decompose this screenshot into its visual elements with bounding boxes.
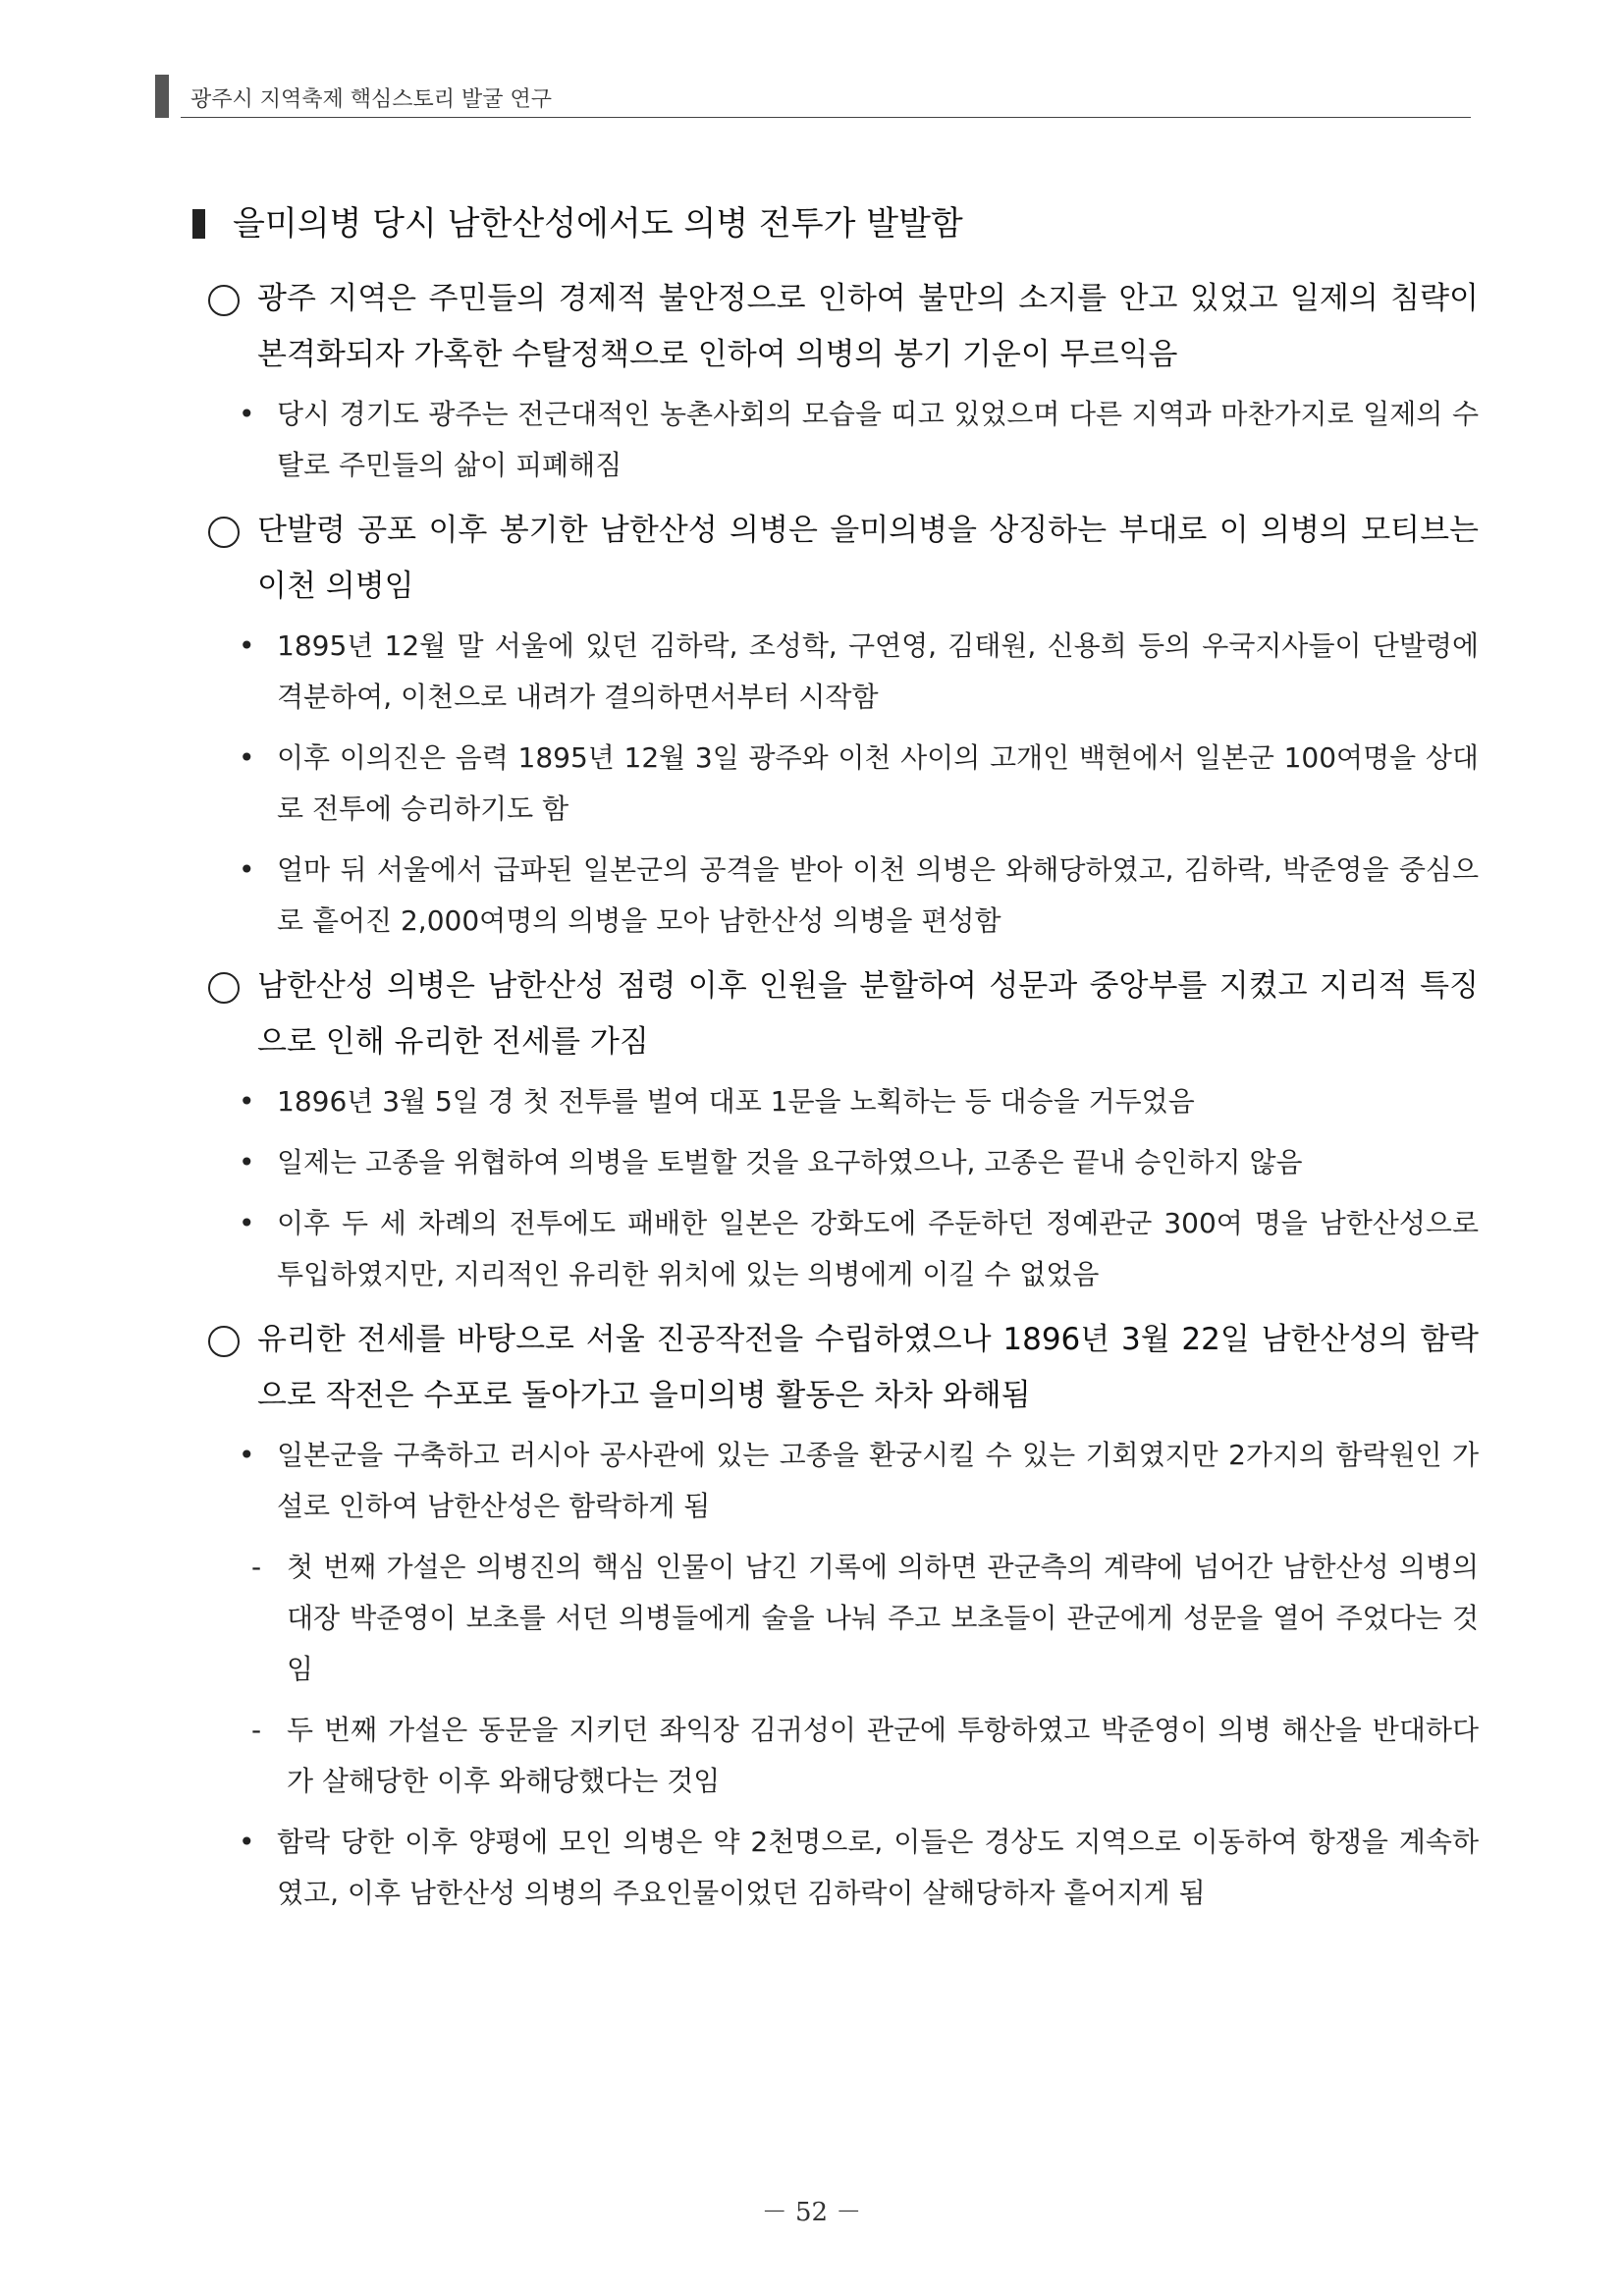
section-heading bbox=[192, 196, 1488, 247]
bullet-item bbox=[192, 733, 1479, 835]
dot-bullet-icon: • bbox=[239, 629, 255, 662]
body-content bbox=[192, 271, 1479, 1931]
circle-item-text: 광주 지역은 주민들의 경제적 불안정으로 인하여 불만의 소지를 안고 있었고 일제의 침략이 본격화되자 가혹한 수탈정책으로 인하여 의병의 봉기 기운이 무르익음 bbox=[257, 281, 1479, 372]
content-block bbox=[192, 503, 1479, 947]
dash-item-text: 첫 번째 가설은 의병진의 핵심 인물이 남긴 기록에 의하면 관군측의 계략에 넘어간 남한산성 의병의 대장 박준영이 보초를 서던 의병들에게 술을 나눠 주고 보초들이 관군에게 성문을 열어 주었다는 것임 bbox=[287, 1551, 1479, 1685]
bullet-item-text: 일제는 고종을 위협하여 의병을 토벌할 것을 요구하였으나, 고종은 끝내 승인하지 않음 bbox=[277, 1146, 1303, 1178]
dot-bullet-icon: • bbox=[239, 398, 255, 430]
section-title: 을미의병 당시 남한산성에서도 의병 전투가 발발함 bbox=[233, 204, 963, 244]
dash-bullet-icon: - bbox=[251, 1714, 262, 1746]
circle-bullet-icon bbox=[208, 972, 240, 1004]
bullet-item-text: 당시 경기도 광주는 전근대적인 농촌사회의 모습을 띠고 있었으며 다른 지역과 마찬가지로 일제의 수탈로 주민들의 삶이 피폐해짐 bbox=[277, 398, 1479, 481]
content-block bbox=[192, 271, 1479, 491]
circle-item bbox=[192, 1312, 1479, 1424]
dot-bullet-icon: • bbox=[239, 741, 255, 774]
circle-item bbox=[192, 271, 1479, 383]
circle-item-text: 유리한 전세를 바탕으로 서울 진공작전을 수립하였으나 1896년 3월 22일 남한산성의 함락으로 작전은 수포로 돌아가고 을미의병 활동은 차차 와해됨 bbox=[257, 1322, 1479, 1413]
bullet-item bbox=[192, 1076, 1479, 1127]
bullet-item bbox=[192, 1198, 1479, 1300]
circle-bullet-icon bbox=[208, 1326, 240, 1357]
dash-item-text: 두 번째 가설은 동문을 지키던 좌익장 김귀성이 관군에 투항하였고 박준영이 의병 해산을 반대하다가 살해당한 이후 와해당했다는 것임 bbox=[287, 1714, 1479, 1797]
header-bar bbox=[155, 75, 169, 118]
dash-bullet-icon: - bbox=[251, 1551, 262, 1583]
running-header bbox=[155, 75, 1471, 122]
circle-item-text: 남한산성 의병은 남한산성 점령 이후 인원을 분할하여 성문과 중앙부를 지켰고 지리적 특징으로 인해 유리한 전세를 가짐 bbox=[257, 968, 1479, 1060]
bullet-item bbox=[192, 845, 1479, 947]
bullet-item bbox=[192, 1430, 1479, 1532]
bullet-item-text: 1895년 12월 말 서울에 있던 김하락, 조성학, 구연영, 김태원, 신용희 등의 우국지사들이 단발령에 격분하여, 이천으로 내려가 결의하면서부터 시작함 bbox=[277, 629, 1479, 713]
bullet-item-text: 이후 이의진은 음력 1895년 12월 3일 광주와 이천 사이의 고개인 백현에서 일본군 100여명을 상대로 전투에 승리하기도 함 bbox=[277, 741, 1479, 825]
square-bullet-icon bbox=[192, 209, 205, 239]
bullet-item bbox=[192, 1817, 1479, 1919]
circle-bullet-icon bbox=[208, 517, 240, 548]
circle-item bbox=[192, 958, 1479, 1070]
dash-item bbox=[192, 1705, 1479, 1807]
header-rule bbox=[181, 117, 1471, 118]
content-block bbox=[192, 958, 1479, 1300]
dot-bullet-icon: • bbox=[239, 1439, 255, 1471]
content-block bbox=[192, 1312, 1479, 1919]
circle-item-text: 단발령 공포 이후 봉기한 남한산성 의병은 을미의병을 상징하는 부대로 이 의병의 모티브는 이천 의병임 bbox=[257, 513, 1479, 604]
dot-bullet-icon: • bbox=[239, 1826, 255, 1858]
bullet-item-text: 1896년 3월 5일 경 첫 전투를 벌여 대포 1문을 노획하는 등 대승을 거두었음 bbox=[277, 1085, 1195, 1118]
circle-bullet-icon bbox=[208, 285, 240, 316]
bullet-item-text: 이후 두 세 차례의 전투에도 패배한 일본은 강화도에 주둔하던 정예관군 300여 명을 남한산성으로 투입하였지만, 지리적인 유리한 위치에 있는 의병에게 이길 수 없었음 bbox=[277, 1207, 1479, 1290]
circle-item bbox=[192, 503, 1479, 615]
bullet-item bbox=[192, 389, 1479, 491]
bullet-item bbox=[192, 1137, 1479, 1188]
bullet-item bbox=[192, 621, 1479, 723]
dot-bullet-icon: • bbox=[239, 853, 255, 886]
header-title: 광주시 지역축제 핵심스토리 발굴 연구 bbox=[190, 87, 553, 112]
bullet-item-text: 얼마 뒤 서울에서 급파된 일본군의 공격을 받아 이천 의병은 와해당하였고, 김하락, 박준영을 중심으로 흩어진 2,000여명의 의병을 모아 남한산성 의병을 편성함 bbox=[277, 853, 1479, 937]
bullet-item-text: 함락 당한 이후 양평에 모인 의병은 약 2천명으로, 이들은 경상도 지역으로 이동하여 항쟁을 계속하였고, 이후 남한산성 의병의 주요인물이었던 김하락이 살해당하자 흩어지게 됨 bbox=[277, 1826, 1479, 1909]
dot-bullet-icon: • bbox=[239, 1207, 255, 1239]
bullet-item-text: 일본군을 구축하고 러시아 공사관에 있는 고종을 환궁시킬 수 있는 기회였지만 2가지의 함락원인 가설로 인하여 남한산성은 함락하게 됨 bbox=[277, 1439, 1479, 1522]
dot-bullet-icon: • bbox=[239, 1085, 255, 1118]
dash-item bbox=[192, 1542, 1479, 1695]
dot-bullet-icon: • bbox=[239, 1146, 255, 1178]
page-number: － 52 － bbox=[761, 2198, 862, 2227]
